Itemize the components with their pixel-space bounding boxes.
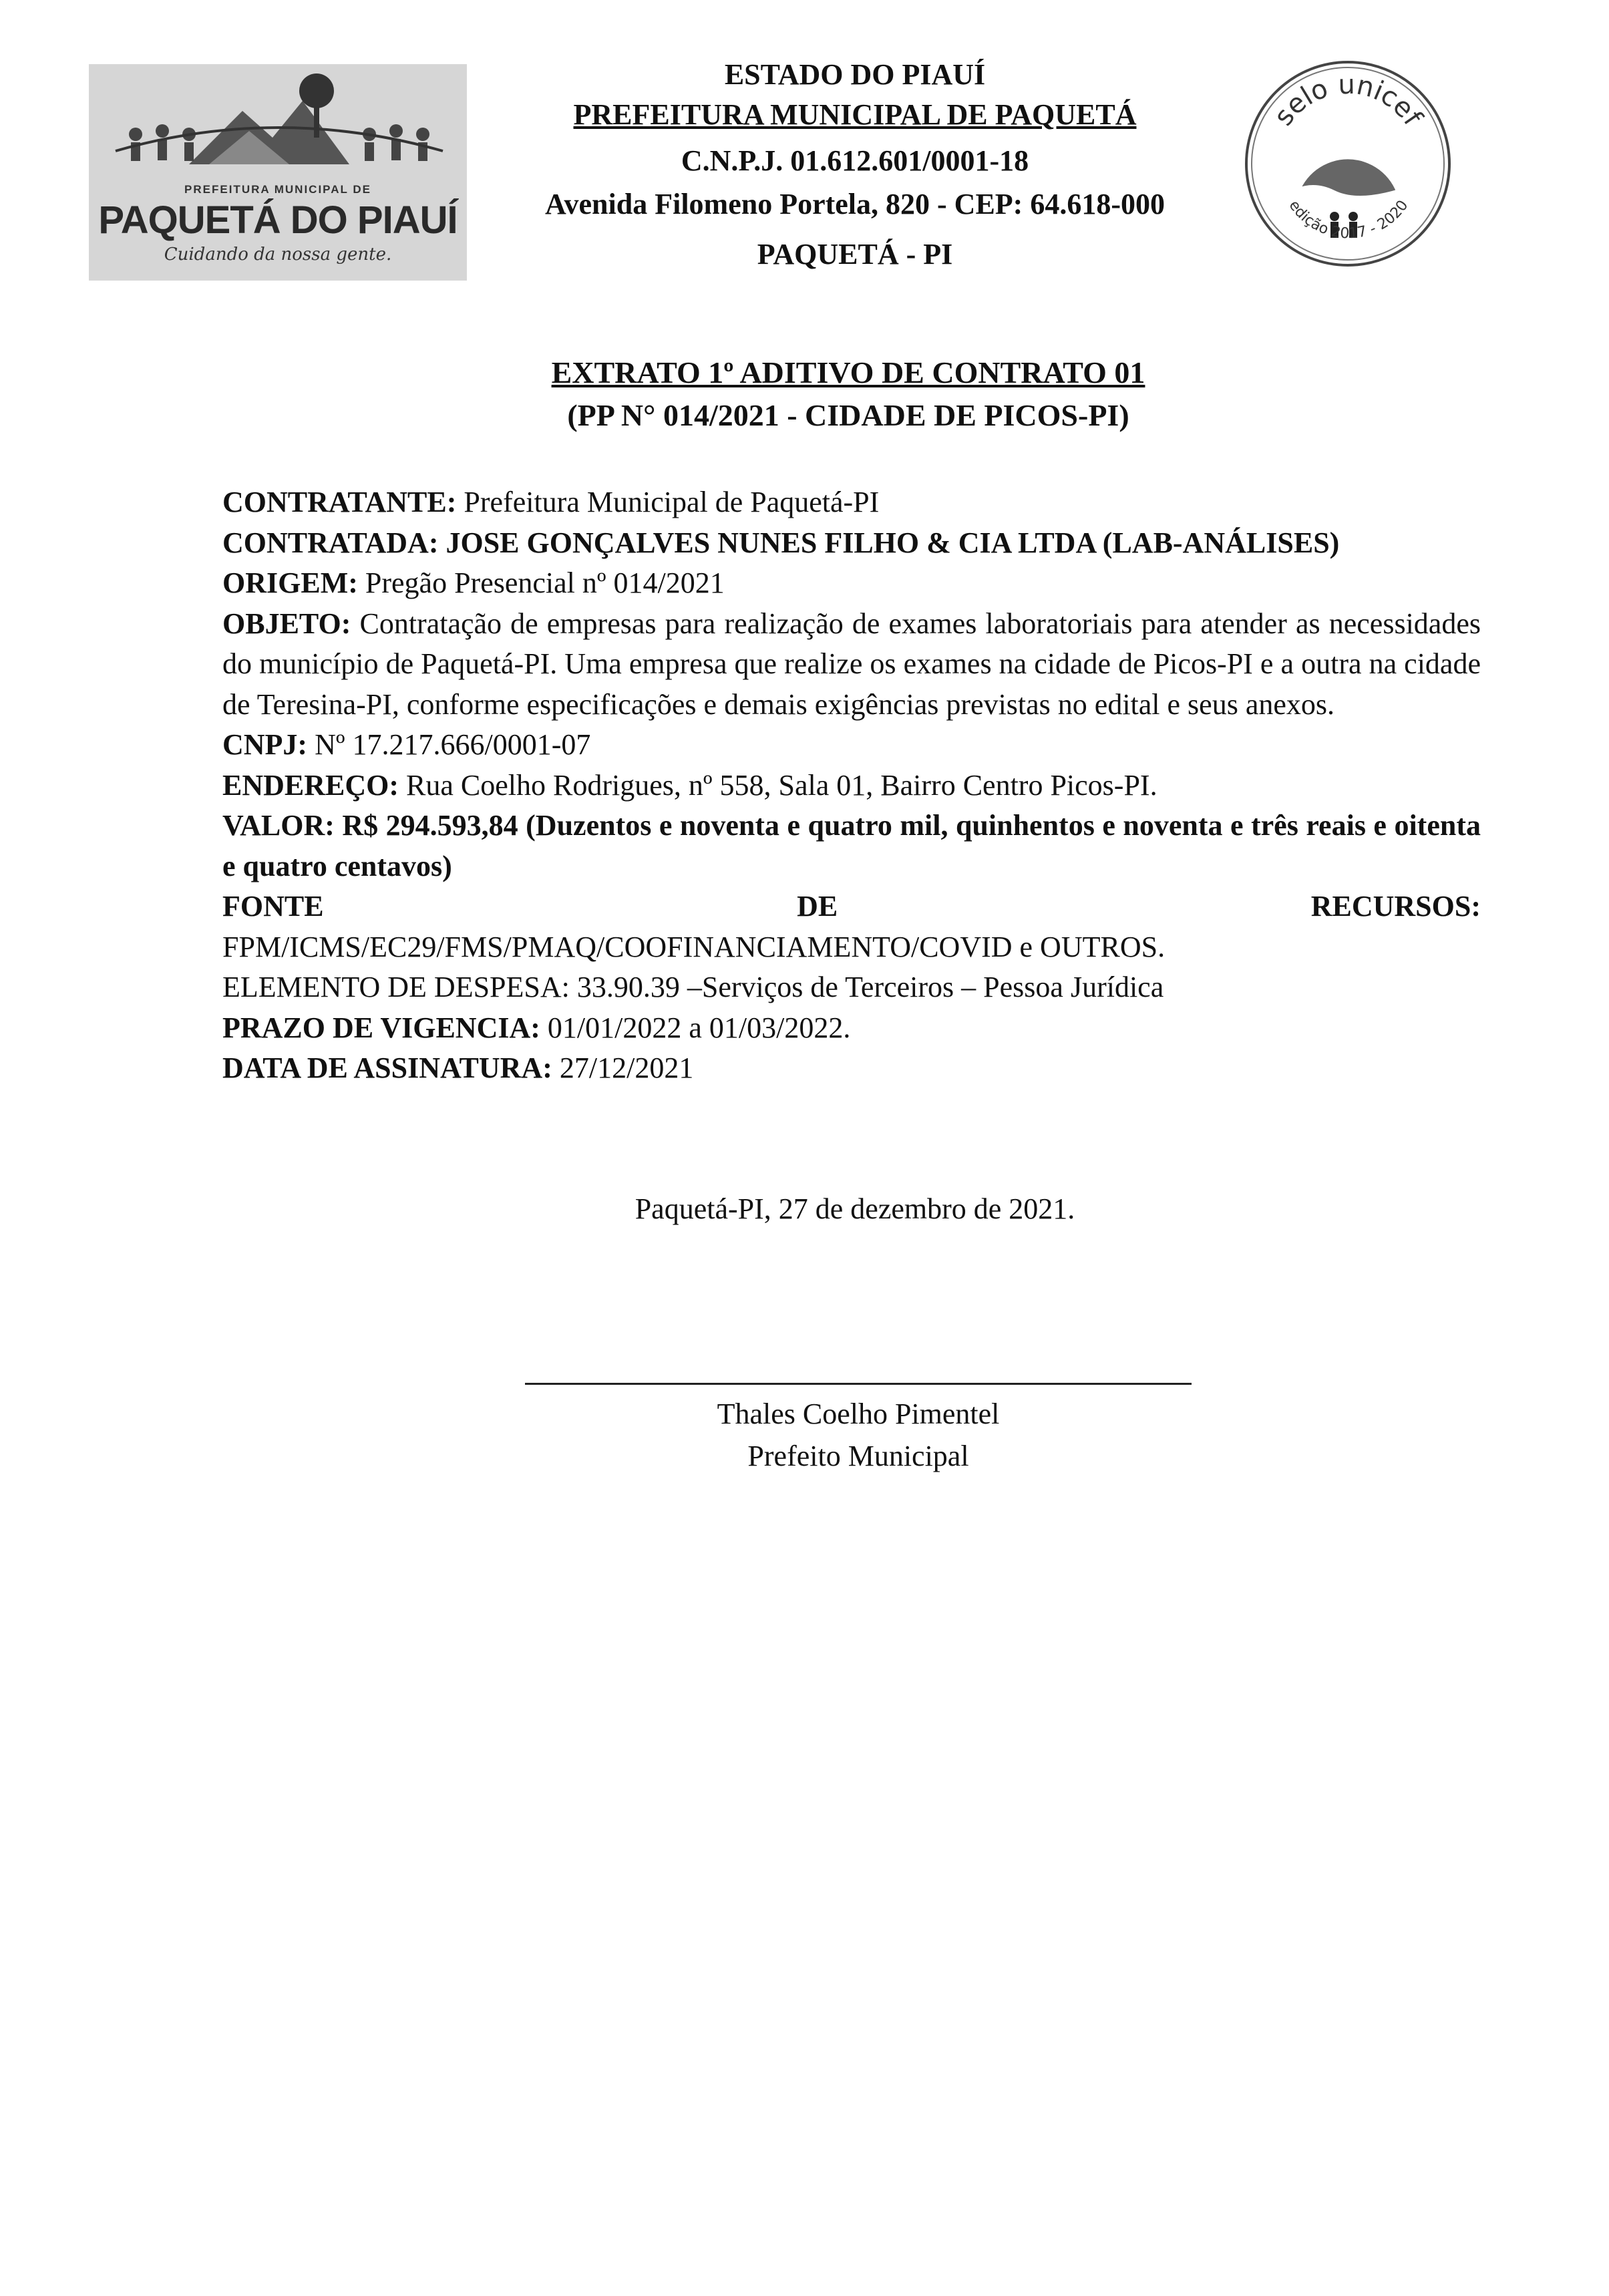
- objeto-row: [222, 604, 1481, 725]
- seal-bottom-text: edição 2017 - 2020: [1285, 197, 1412, 242]
- prazo-value: 01/01/2022 a 01/03/2022.: [540, 1011, 851, 1044]
- signature-line: [525, 1383, 1192, 1385]
- endereco-label: ENDEREÇO:: [222, 768, 399, 802]
- logo-name: PAQUETÁ DO PIAUÍ: [98, 198, 458, 242]
- logo-tagline: Cuidando da nossa gente.: [164, 244, 392, 265]
- municipality-cnpj: C.N.P.J. 01.612.601/0001-18: [681, 144, 1029, 177]
- contratada-value: JOSE GONÇALVES NUNES FILHO & CIA LTDA (LAB-ANÁLISES): [438, 526, 1340, 559]
- document-title: EXTRATO 1º ADITIVO DE CONTRATO 01: [551, 355, 1145, 389]
- municipality-city: PAQUETÁ - PI: [757, 238, 953, 271]
- prazo-label: PRAZO DE VIGENCIA:: [222, 1011, 540, 1044]
- data-assinatura-row: [222, 1048, 1481, 1089]
- cnpj-label: CNPJ:: [222, 728, 308, 761]
- contratante-label: CONTRATANTE:: [222, 486, 457, 518]
- municipality-name: PREFEITURA MUNICIPAL DE PAQUETÁ: [573, 98, 1137, 131]
- contract-body: [222, 482, 1481, 1089]
- svg-text:edição 2017 - 2020: [1286, 197, 1412, 242]
- contratante-row: [222, 482, 1481, 523]
- prazo-row: [222, 1008, 1481, 1049]
- signatory-name: Thales Coelho Pimentel: [717, 1398, 1000, 1430]
- endereco-value: Rua Coelho Rodrigues, nº 558, Sala 01, Bairro Centro Picos-PI.: [399, 768, 1157, 802]
- valor-label: VALOR:: [222, 809, 335, 842]
- fonte-word3: RECURSOS:: [1310, 890, 1481, 923]
- data-assinatura-label: DATA DE ASSINATURA:: [222, 1051, 552, 1084]
- objeto-label: OBJETO:: [222, 607, 351, 640]
- seal-top-text: selo unicef: [1268, 69, 1428, 132]
- origem-value: Pregão Presencial nº 014/2021: [357, 566, 725, 599]
- data-assinatura-value: 27/12/2021: [552, 1051, 694, 1084]
- municipal-logo: [89, 64, 467, 281]
- contratada-label: CONTRATADA:: [222, 526, 439, 559]
- unicef-seal-icon: [1241, 53, 1455, 274]
- municipality-address: Avenida Filomeno Portela, 820 - CEP: 64.618-000: [545, 188, 1165, 220]
- fonte-value: FPM/ICMS/EC29/FMS/PMAQ/COOFINANCIAMENTO/COVID e OUTROS.: [222, 930, 1166, 963]
- fonte-word2: DE: [797, 890, 838, 923]
- signatory-role: Prefeito Municipal: [747, 1440, 969, 1472]
- cnpj-value: Nº 17.217.666/0001-07: [307, 728, 591, 761]
- objeto-value: Contratação de empresas para realização de exames laboratoriais para atender as necessidades do município de Paquetá-PI. Uma empresa que realize os exames na cidade de Picos-PI e a outra na cidade de Teresina-PI, conforme especificações e demais exigências previstas no edital e seus anexos.: [222, 607, 1481, 721]
- document-subtitle: (PP N° 014/2021 - CIDADE DE PICOS-PI): [567, 398, 1129, 432]
- origem-row: [222, 563, 1481, 604]
- valor-row: [222, 806, 1481, 886]
- valor-value: R$ 294.593,84 (Duzentos e noventa e quatro mil, quinhentos e noventa e três reais e oitenta e quatro centavos): [222, 809, 1481, 882]
- fonte-row: [222, 886, 1481, 927]
- elemento-row: ELEMENTO DE DESPESA: 33.90.39 –Serviços de Terceiros – Pessoa Jurídica: [222, 971, 1164, 1003]
- origem-label: ORIGEM:: [222, 566, 358, 599]
- cnpj-row: [222, 725, 1481, 766]
- contratante-value: Prefeitura Municipal de Paquetá-PI: [456, 486, 880, 518]
- state-name: ESTADO DO PIAUÍ: [724, 58, 986, 91]
- contratada-row: [222, 523, 1481, 564]
- fonte-word1: FONTE: [222, 890, 324, 923]
- place-date: Paquetá-PI, 27 de dezembro de 2021.: [635, 1192, 1075, 1225]
- endereco-row: [222, 766, 1481, 806]
- logo-subtitle: PREFEITURA MUNICIPAL DE: [184, 183, 371, 196]
- mountain-people-icon: [89, 64, 467, 198]
